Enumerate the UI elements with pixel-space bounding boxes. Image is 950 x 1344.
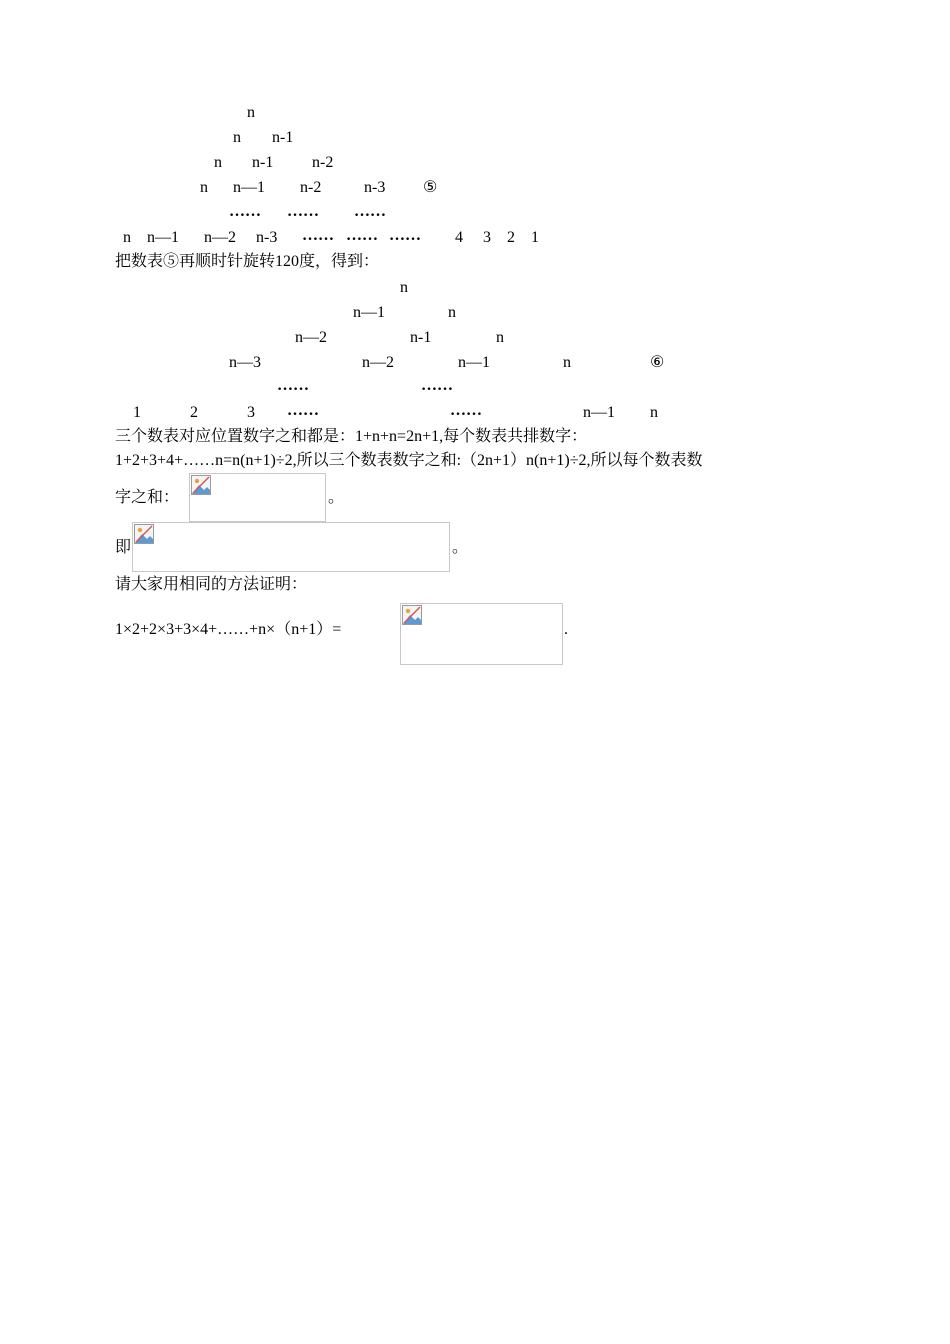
prove-instruction: 请大家用相同的方法证明： (115, 576, 308, 593)
t6-r5-c1: …… (277, 377, 309, 394)
t6-r2-c2: n (448, 304, 456, 321)
t6-r4-c3: n—1 (458, 354, 490, 371)
t5-r6-c5: …… (302, 227, 334, 244)
t6-r2-c1: n—1 (353, 304, 385, 321)
t6-r5-c2: …… (421, 377, 453, 394)
t5-r5-c3: …… (354, 203, 386, 220)
t5-r6-c3: n—2 (204, 229, 236, 246)
t5-r6-c4: n-3 (256, 229, 278, 246)
t5-r3-c1: n (214, 154, 222, 171)
t6-r6-c6: n—1 (583, 404, 615, 421)
t6-r1-c1: n (400, 279, 408, 296)
t5-r4-c4: n-3 (364, 179, 386, 196)
t5-r3-c3: n-2 (312, 154, 334, 171)
t5-r5-c2: …… (287, 203, 319, 220)
t6-label-6: ⑥ (650, 354, 665, 371)
t6-r6-c2: 2 (190, 404, 198, 421)
t5-label-5: ⑤ (423, 179, 438, 196)
t5-r6-c9: 3 (483, 229, 491, 246)
t6-r4-c2: n—2 (362, 354, 394, 371)
formula-image-2 (132, 522, 450, 572)
t5-r6-c7: …… (389, 227, 421, 244)
t5-r6-c1: n (123, 229, 131, 246)
each-sum-label: 字之和： (115, 489, 180, 506)
ji-label: 即 (115, 539, 132, 556)
t5-r6-c10: 2 (507, 229, 515, 246)
broken-image-icon (191, 475, 211, 495)
broken-image-icon (134, 524, 154, 544)
sum-sentence: 三个数表对应位置数字之和都是：1+n+n=2n+1,每个数表共排数字： (115, 428, 588, 445)
t5-r4-c1: n (200, 179, 208, 196)
t5-r1-c1: n (247, 104, 255, 121)
t6-r6-c5: …… (450, 402, 482, 419)
t5-r3-c2: n-1 (252, 154, 274, 171)
product-sum-expression: 1×2+2×3+3×4+……+n×（n+1）= (115, 621, 342, 638)
t6-r6-c7: n (650, 404, 658, 421)
t5-r6-c6: …… (346, 227, 378, 244)
t5-r2-c2: n-1 (272, 129, 294, 146)
formula-image-3 (400, 603, 563, 665)
ji-period: 。 (452, 539, 469, 556)
t6-r3-c3: n (496, 329, 504, 346)
t5-r4-c3: n-2 (300, 179, 322, 196)
product-sum-period: . (564, 621, 568, 638)
t5-r6-c2: n—1 (147, 229, 179, 246)
formula-sentence: 1+2+3+4+……n=n(n+1)÷2,所以三个数表数字之和:（2n+1）n(n+1)÷2,所以每个数表数 (115, 452, 703, 469)
t5-r6-c8: 4 (455, 229, 463, 246)
rotate-sentence: 把数表⑤再顺时针旋转120度，得到： (115, 253, 380, 270)
t5-r2-c1: n (233, 129, 241, 146)
t6-r3-c2: n-1 (410, 329, 432, 346)
each-sum-period: 。 (328, 489, 345, 506)
t6-r6-c4: …… (287, 402, 319, 419)
t6-r3-c1: n—2 (295, 329, 327, 346)
t5-r4-c2: n—1 (233, 179, 265, 196)
t5-r6-c11: 1 (531, 229, 539, 246)
t5-r5-c1: …… (229, 203, 261, 220)
t6-r4-c1: n—3 (229, 354, 261, 371)
t6-r4-c4: n (563, 354, 571, 371)
t6-r6-c1: 1 (133, 404, 141, 421)
formula-image-1 (189, 473, 326, 522)
t6-r6-c3: 3 (247, 404, 255, 421)
broken-image-icon (402, 605, 422, 625)
